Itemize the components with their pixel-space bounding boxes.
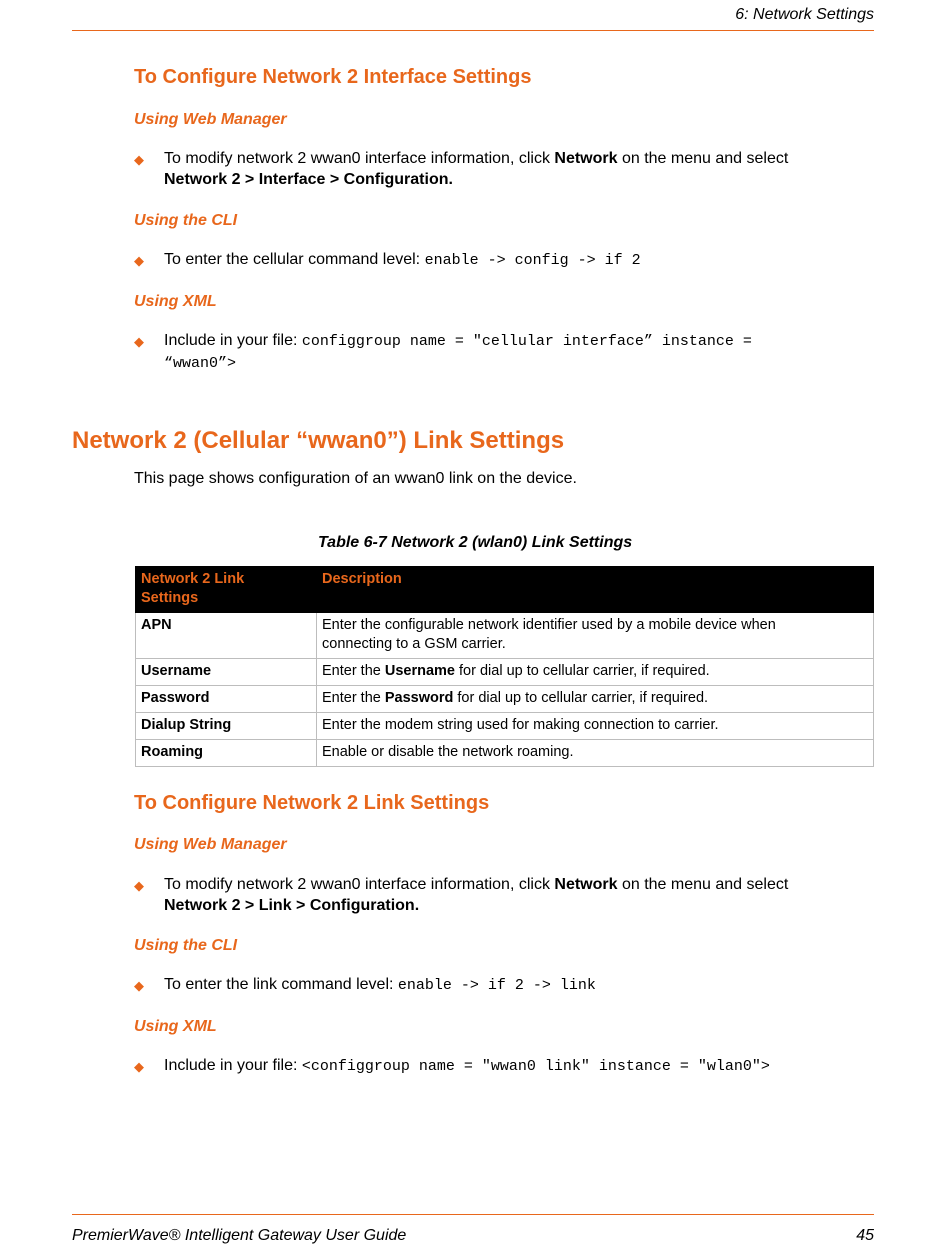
heading-cli: Using the CLI — [134, 937, 238, 954]
xml-snippet: configgroup name = "cellular interface” instance = — [301, 333, 752, 350]
table-row: Password Enter the Password for dial up to cellular carrier, if required. — [136, 686, 874, 713]
guide-title: PremierWave® Intelligent Gateway User Guide — [72, 1227, 407, 1244]
section-title-link-config: To Configure Network 2 Link Settings — [134, 792, 490, 814]
heading-xml: Using XML — [134, 293, 217, 310]
table-header-setting: Network 2 Link Settings — [136, 567, 317, 613]
table-row: APN Enter the configurable network identifier used by a mobile device when connecting to a GSM carrier. — [136, 613, 874, 659]
bullet-icon: ◆ — [134, 978, 144, 993]
chapter-title: 6: Network Settings — [735, 6, 874, 23]
heading-web-manager: Using Web Manager — [134, 111, 287, 128]
table-row: Dialup String Enter the modem string used for making connection to carrier. — [136, 713, 874, 740]
table-header-description: Description — [317, 567, 874, 613]
table-header-row — [136, 567, 874, 613]
bullet-cli: ◆ To enter the cellular command level: enable -> config -> if 2 — [134, 251, 641, 269]
bullet-cli: ◆ To enter the link command level: enable -> if 2 -> link — [134, 976, 596, 994]
bullet-icon: ◆ — [134, 152, 144, 167]
bullet-icon: ◆ — [134, 253, 144, 268]
bullet-xml: ◆ Include in your file: <configgroup name = "wwan0 link" instance = "wlan0"> — [134, 1057, 770, 1075]
cli-command: enable -> if 2 -> link — [397, 977, 596, 994]
bullet-icon: ◆ — [134, 334, 144, 349]
heading-cli: Using the CLI — [134, 212, 238, 229]
heading-web-manager: Using Web Manager — [134, 836, 287, 853]
bullet-icon: ◆ — [134, 1059, 144, 1074]
page-header — [72, 4, 874, 31]
table-caption: Table 6-7 Network 2 (wlan0) Link Settings — [318, 534, 633, 551]
heading-xml: Using XML — [134, 1018, 217, 1035]
page-number: 45 — [856, 1227, 874, 1244]
bullet-icon: ◆ — [134, 878, 144, 893]
page-footer — [72, 1214, 874, 1244]
intro-paragraph: This page shows configuration of an wwan0 link on the device. — [134, 470, 577, 487]
table-row: Username Enter the Username for dial up to cellular carrier, if required. — [136, 659, 874, 686]
bullet-xml: ◆ Include in your file: configgroup name = "cellular interface” instance = “wwan0”> — [134, 332, 752, 372]
link-settings-table — [135, 566, 874, 767]
xml-snippet: <configgroup name = "wwan0 link" instance = "wlan0"> — [301, 1058, 770, 1075]
table-row: Roaming Enable or disable the network roaming. — [136, 740, 874, 767]
cli-command: enable -> config -> if 2 — [424, 252, 641, 269]
bullet-web-manager: ◆ To modify network 2 wwan0 interface information, click Network on the menu and select Network 2 > Interface > Configuration. — [134, 150, 789, 188]
bullet-web-manager: ◆ To modify network 2 wwan0 interface information, click Network on the menu and select Network 2 > Link > Configuration. — [134, 876, 789, 914]
section-title-interface: To Configure Network 2 Interface Settings — [134, 66, 532, 88]
section-title-link-settings: Network 2 (Cellular “wwan0”) Link Settings — [72, 427, 565, 454]
